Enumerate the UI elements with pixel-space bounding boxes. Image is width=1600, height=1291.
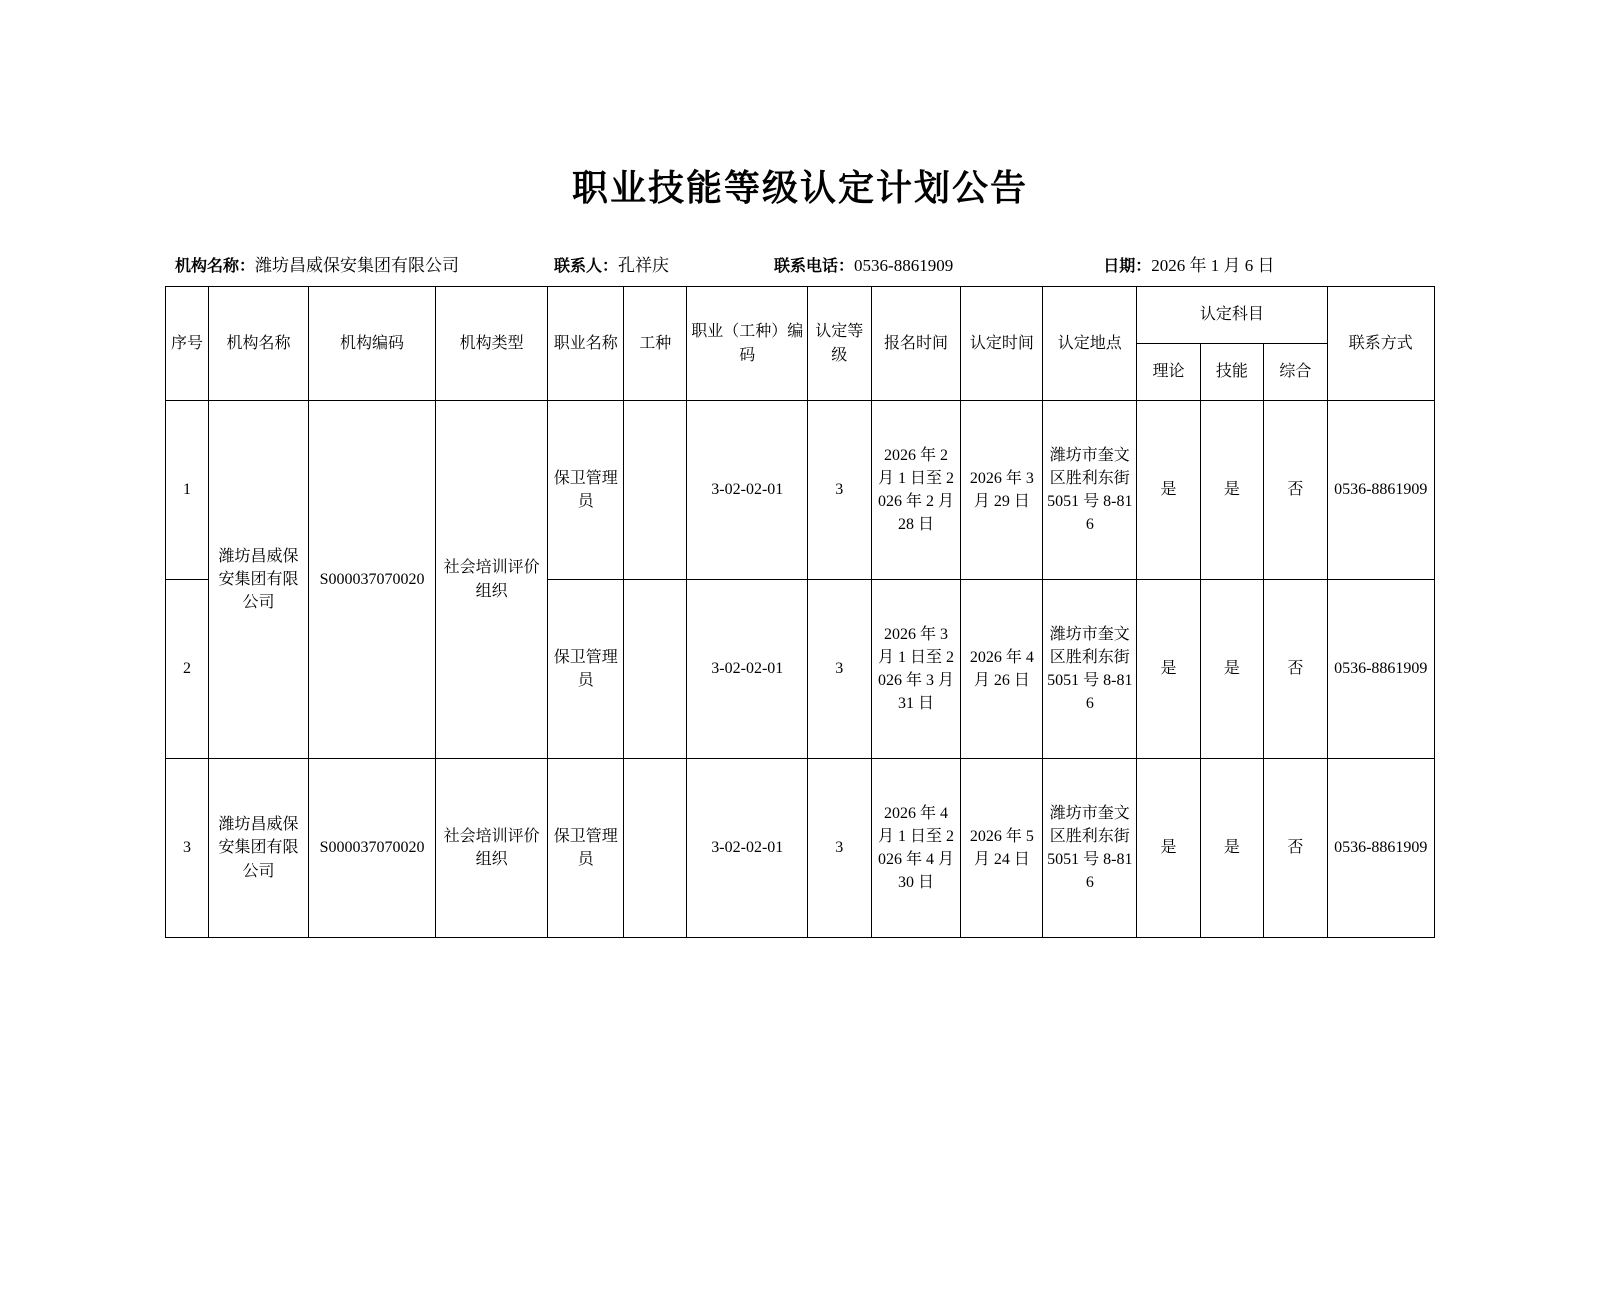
col-org-code: 机构编码 — [309, 287, 436, 401]
cell-level: 3 — [808, 759, 871, 938]
cell-org-code: S000037070020 — [309, 759, 436, 938]
cell-org-name: 潍坊昌威保安集团有限公司 — [208, 401, 308, 759]
cell-org-type: 社会培训评价组织 — [435, 759, 547, 938]
cell-work-type — [624, 580, 687, 759]
table-row — [166, 759, 1435, 938]
cell-org-type: 社会培训评价组织 — [435, 401, 547, 759]
cell-signup-time: 2026 年 2 月 1 日至 2026 年 2 月 28 日 — [871, 401, 961, 580]
meta-date — [1103, 251, 1274, 276]
col-contact-way: 联系方式 — [1327, 287, 1434, 401]
cell-occ-code: 3-02-02-01 — [687, 580, 808, 759]
meta-phone — [774, 253, 953, 276]
meta-phone-value: 0536-8861909 — [854, 256, 954, 275]
cell-signup-time: 2026 年 4 月 1 日至 2026 年 4 月 30 日 — [871, 759, 961, 938]
cell-seq: 1 — [166, 401, 209, 580]
cell-theory: 是 — [1137, 759, 1200, 938]
cell-work-type — [624, 401, 687, 580]
col-org-name: 机构名称 — [208, 287, 308, 401]
cell-occ-code: 3-02-02-01 — [687, 759, 808, 938]
table-row — [166, 401, 1435, 580]
col-subjects-group: 认定科目 — [1137, 287, 1327, 344]
col-work-type: 工种 — [624, 287, 687, 401]
meta-date-label: 日期： — [1103, 256, 1152, 275]
document-meta — [165, 251, 1435, 276]
col-assess-time: 认定时间 — [961, 287, 1043, 401]
cell-occ-name: 保卫管理员 — [548, 759, 624, 938]
col-comprehensive: 综合 — [1264, 344, 1327, 401]
cell-occ-name: 保卫管理员 — [548, 401, 624, 580]
cell-theory: 是 — [1137, 580, 1200, 759]
cell-level: 3 — [808, 580, 871, 759]
document-page — [0, 160, 1600, 1291]
cell-assess-place: 潍坊市奎文区胜利东街 5051 号 8-816 — [1043, 759, 1137, 938]
cell-comprehensive: 否 — [1264, 759, 1327, 938]
cell-org-name: 潍坊昌威保安集团有限公司 — [208, 759, 308, 938]
cell-assess-time: 2026 年 4 月 26 日 — [961, 580, 1043, 759]
cell-comprehensive: 否 — [1264, 580, 1327, 759]
cell-seq: 2 — [166, 580, 209, 759]
page-title: 职业技能等级认定计划公告 — [571, 168, 1028, 209]
cell-contact-way: 0536-8861909 — [1327, 401, 1434, 580]
cell-occ-name: 保卫管理员 — [548, 580, 624, 759]
cell-contact-way: 0536-8861909 — [1327, 580, 1434, 759]
cell-occ-code: 3-02-02-01 — [687, 401, 808, 580]
meta-date-value: 2026 年 1 月 6 日 — [1151, 256, 1275, 275]
cell-theory: 是 — [1137, 401, 1200, 580]
meta-contact-value: 孔祥庆 — [618, 256, 670, 275]
cell-comprehensive: 否 — [1264, 401, 1327, 580]
col-assess-place: 认定地点 — [1043, 287, 1137, 401]
table-body — [166, 401, 1435, 938]
meta-org-label: 机构名称： — [175, 256, 256, 275]
col-level: 认定等级 — [808, 287, 871, 401]
col-signup-time: 报名时间 — [871, 287, 961, 401]
cell-assess-place: 潍坊市奎文区胜利东街 5051 号 8-816 — [1043, 580, 1137, 759]
meta-org-value: 潍坊昌威保安集团有限公司 — [255, 256, 460, 275]
cell-skill: 是 — [1200, 401, 1263, 580]
cell-skill: 是 — [1200, 759, 1263, 938]
cell-work-type — [624, 759, 687, 938]
plan-table — [165, 286, 1435, 938]
meta-contact-label: 联系人： — [554, 256, 619, 275]
meta-contact — [554, 251, 669, 276]
meta-phone-label: 联系电话： — [774, 256, 855, 275]
meta-org — [175, 251, 459, 276]
col-occ-name: 职业名称 — [548, 287, 624, 401]
cell-skill: 是 — [1200, 580, 1263, 759]
cell-assess-time: 2026 年 5 月 24 日 — [961, 759, 1043, 938]
col-org-type: 机构类型 — [435, 287, 547, 401]
cell-org-code: S000037070020 — [309, 401, 436, 759]
cell-seq: 3 — [166, 759, 209, 938]
cell-assess-place: 潍坊市奎文区胜利东街 5051 号 8-816 — [1043, 401, 1137, 580]
col-seq: 序号 — [166, 287, 209, 401]
cell-level: 3 — [808, 401, 871, 580]
cell-contact-way: 0536-8861909 — [1327, 759, 1434, 938]
header-row-top — [166, 287, 1435, 344]
cell-assess-time: 2026 年 3 月 29 日 — [961, 401, 1043, 580]
table-header — [166, 287, 1435, 401]
cell-signup-time: 2026 年 3 月 1 日至 2026 年 3 月 31 日 — [871, 580, 961, 759]
col-theory: 理论 — [1137, 344, 1200, 401]
col-occ-code: 职业（工种）编码 — [687, 287, 808, 401]
col-skill: 技能 — [1200, 344, 1263, 401]
